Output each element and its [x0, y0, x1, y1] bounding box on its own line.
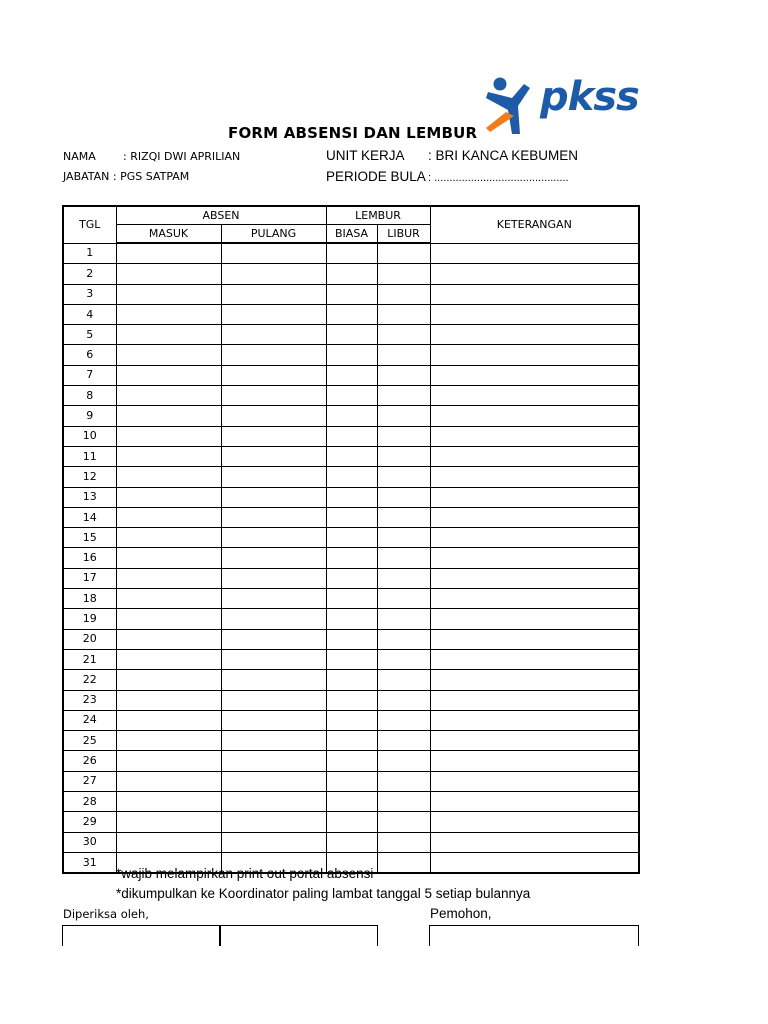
header-absen: ABSEN [116, 206, 326, 225]
nama-value: : RIZQI DWI APRILIAN [123, 150, 241, 163]
cell-pulang[interactable] [221, 690, 326, 710]
table-row [63, 528, 639, 548]
cell-pulang[interactable] [221, 304, 326, 324]
cell-masuk[interactable] [116, 609, 221, 629]
cell-masuk[interactable] [116, 670, 221, 690]
table-row [63, 832, 639, 852]
table-row [63, 467, 639, 487]
cell-libur[interactable] [377, 345, 430, 365]
cell-biasa[interactable] [326, 487, 377, 507]
cell-tgl: 16 [63, 548, 116, 568]
cell-libur[interactable] [377, 792, 430, 812]
table-row [63, 487, 639, 507]
cell-keterangan[interactable] [430, 365, 639, 385]
cell-libur[interactable] [377, 325, 430, 345]
cell-libur[interactable] [377, 426, 430, 446]
cell-masuk[interactable] [116, 345, 221, 365]
cell-biasa[interactable] [326, 609, 377, 629]
cell-biasa[interactable] [326, 589, 377, 609]
cell-libur[interactable] [377, 467, 430, 487]
cell-libur[interactable] [377, 304, 430, 324]
table-row [63, 568, 639, 588]
cell-masuk[interactable] [116, 629, 221, 649]
cell-tgl: 19 [63, 609, 116, 629]
table-row [63, 771, 639, 791]
cell-tgl: 21 [63, 649, 116, 669]
cell-biasa[interactable] [326, 771, 377, 791]
cell-pulang[interactable] [221, 568, 326, 588]
header-pulang: PULANG [221, 225, 326, 244]
cell-keterangan[interactable] [430, 507, 639, 527]
cell-masuk[interactable] [116, 528, 221, 548]
cell-libur[interactable] [377, 832, 430, 852]
cell-tgl: 8 [63, 386, 116, 406]
nama-label: NAMA [63, 150, 96, 163]
periode-label: PERIODE BULA [326, 169, 426, 184]
cell-pulang[interactable] [221, 812, 326, 832]
header-lembur: LEMBUR [326, 206, 430, 225]
unit-kerja-value: : BRI KANCA KEBUMEN [428, 148, 579, 163]
cell-keterangan[interactable] [430, 568, 639, 588]
cell-biasa[interactable] [326, 792, 377, 812]
cell-keterangan[interactable] [430, 243, 639, 264]
cell-masuk[interactable] [116, 243, 221, 264]
table-row [63, 649, 639, 669]
cell-keterangan[interactable] [430, 852, 639, 873]
cell-libur[interactable] [377, 629, 430, 649]
cell-tgl: 13 [63, 487, 116, 507]
table-row [63, 284, 639, 304]
cell-libur[interactable] [377, 548, 430, 568]
header-libur: LIBUR [377, 225, 430, 244]
cell-tgl: 23 [63, 690, 116, 710]
cell-libur[interactable] [377, 670, 430, 690]
cell-biasa[interactable] [326, 548, 377, 568]
cell-tgl: 27 [63, 771, 116, 791]
cell-keterangan[interactable] [430, 386, 639, 406]
cell-pulang[interactable] [221, 589, 326, 609]
table-row [63, 325, 639, 345]
cell-tgl: 15 [63, 528, 116, 548]
cell-keterangan[interactable] [430, 751, 639, 771]
cell-pulang[interactable] [221, 406, 326, 426]
cell-pulang[interactable] [221, 670, 326, 690]
table-row [63, 386, 639, 406]
cell-libur[interactable] [377, 649, 430, 669]
periode-value: : ............................................ [428, 172, 569, 184]
applicant-label: Pemohon, [430, 906, 492, 921]
logo-wordmark: pkss [540, 74, 639, 120]
cell-pulang[interactable] [221, 467, 326, 487]
cell-biasa[interactable] [326, 629, 377, 649]
table-row [63, 345, 639, 365]
cell-tgl: 30 [63, 832, 116, 852]
cell-pulang[interactable] [221, 528, 326, 548]
cell-masuk[interactable] [116, 406, 221, 426]
cell-masuk[interactable] [116, 487, 221, 507]
cell-keterangan[interactable] [430, 467, 639, 487]
cell-libur[interactable] [377, 852, 430, 873]
cell-libur[interactable] [377, 446, 430, 466]
signature-box-checker-1 [62, 925, 221, 946]
note-deadline: *dikumpulkan ke Koordinator paling lambat tanggal 5 setiap bulannya [116, 886, 531, 901]
cell-pulang[interactable] [221, 832, 326, 852]
page-title: FORM ABSENSI DAN LEMBUR [228, 124, 478, 142]
table-row [63, 304, 639, 324]
cell-keterangan[interactable] [430, 792, 639, 812]
cell-pulang[interactable] [221, 325, 326, 345]
cell-biasa[interactable] [326, 284, 377, 304]
table-row [63, 670, 639, 690]
cell-keterangan[interactable] [430, 406, 639, 426]
cell-libur[interactable] [377, 812, 430, 832]
cell-keterangan[interactable] [430, 304, 639, 324]
unit-kerja-label: UNIT KERJA [326, 148, 405, 163]
cell-biasa[interactable] [326, 325, 377, 345]
cell-masuk[interactable] [116, 467, 221, 487]
cell-pulang[interactable] [221, 386, 326, 406]
cell-pulang[interactable] [221, 751, 326, 771]
cell-masuk[interactable] [116, 284, 221, 304]
cell-biasa[interactable] [326, 832, 377, 852]
cell-keterangan[interactable] [430, 589, 639, 609]
cell-keterangan[interactable] [430, 325, 639, 345]
cell-tgl: 11 [63, 446, 116, 466]
cell-masuk[interactable] [116, 690, 221, 710]
attendance-table [62, 205, 640, 874]
cell-biasa[interactable] [326, 386, 377, 406]
cell-pulang[interactable] [221, 629, 326, 649]
cell-pulang[interactable] [221, 710, 326, 730]
table-row [63, 548, 639, 568]
cell-masuk[interactable] [116, 771, 221, 791]
cell-libur[interactable] [377, 589, 430, 609]
cell-pulang[interactable] [221, 731, 326, 751]
cell-keterangan[interactable] [430, 487, 639, 507]
cell-libur[interactable] [377, 690, 430, 710]
cell-keterangan[interactable] [430, 548, 639, 568]
cell-pulang[interactable] [221, 284, 326, 304]
cell-masuk[interactable] [116, 548, 221, 568]
table-row [63, 629, 639, 649]
cell-masuk[interactable] [116, 589, 221, 609]
table-row [63, 751, 639, 771]
cell-biasa[interactable] [326, 710, 377, 730]
cell-libur[interactable] [377, 487, 430, 507]
cell-tgl: 5 [63, 325, 116, 345]
cell-tgl: 24 [63, 710, 116, 730]
cell-masuk[interactable] [116, 751, 221, 771]
cell-masuk[interactable] [116, 426, 221, 446]
cell-pulang[interactable] [221, 426, 326, 446]
table-row [63, 609, 639, 629]
cell-tgl: 3 [63, 284, 116, 304]
cell-biasa[interactable] [326, 528, 377, 548]
signature-box-applicant [429, 925, 639, 946]
cell-keterangan[interactable] [430, 446, 639, 466]
cell-keterangan[interactable] [430, 528, 639, 548]
table-row [63, 264, 639, 284]
cell-libur[interactable] [377, 507, 430, 527]
cell-libur[interactable] [377, 406, 430, 426]
cell-masuk[interactable] [116, 710, 221, 730]
cell-tgl: 17 [63, 568, 116, 588]
cell-biasa[interactable] [326, 243, 377, 264]
header-keterangan: KETERANGAN [430, 206, 639, 243]
cell-tgl: 31 [63, 852, 116, 873]
cell-tgl: 25 [63, 731, 116, 751]
cell-masuk[interactable] [116, 446, 221, 466]
cell-masuk[interactable] [116, 304, 221, 324]
cell-masuk[interactable] [116, 568, 221, 588]
cell-keterangan[interactable] [430, 609, 639, 629]
cell-pulang[interactable] [221, 264, 326, 284]
cell-libur[interactable] [377, 568, 430, 588]
cell-tgl: 14 [63, 507, 116, 527]
cell-pulang[interactable] [221, 771, 326, 791]
table-row [63, 243, 639, 264]
cell-pulang[interactable] [221, 243, 326, 264]
table-row [63, 812, 639, 832]
cell-masuk[interactable] [116, 649, 221, 669]
table-row [63, 589, 639, 609]
cell-masuk[interactable] [116, 731, 221, 751]
cell-keterangan[interactable] [430, 710, 639, 730]
cell-libur[interactable] [377, 243, 430, 264]
cell-biasa[interactable] [326, 649, 377, 669]
cell-masuk[interactable] [116, 792, 221, 812]
cell-pulang[interactable] [221, 446, 326, 466]
table-row [63, 406, 639, 426]
cell-keterangan[interactable] [430, 426, 639, 446]
cell-pulang[interactable] [221, 649, 326, 669]
cell-biasa[interactable] [326, 264, 377, 284]
cell-keterangan[interactable] [430, 690, 639, 710]
cell-libur[interactable] [377, 284, 430, 304]
header-masuk: MASUK [116, 225, 221, 244]
jabatan-field: JABATAN : PGS SATPAM [63, 170, 190, 183]
cell-keterangan[interactable] [430, 264, 639, 284]
cell-biasa[interactable] [326, 304, 377, 324]
cell-masuk[interactable] [116, 386, 221, 406]
cell-keterangan[interactable] [430, 284, 639, 304]
cell-libur[interactable] [377, 731, 430, 751]
cell-biasa[interactable] [326, 731, 377, 751]
cell-biasa[interactable] [326, 365, 377, 385]
cell-libur[interactable] [377, 264, 430, 284]
note-portal: *wajib melampirkan print out portal absensi [116, 866, 374, 881]
cell-masuk[interactable] [116, 812, 221, 832]
cell-pulang[interactable] [221, 345, 326, 365]
table-row [63, 426, 639, 446]
cell-tgl: 1 [63, 243, 116, 264]
signature-box-checker-2 [219, 925, 378, 946]
cell-biasa[interactable] [326, 751, 377, 771]
table-row [63, 365, 639, 385]
cell-tgl: 12 [63, 467, 116, 487]
cell-masuk[interactable] [116, 264, 221, 284]
cell-biasa[interactable] [326, 467, 377, 487]
cell-tgl: 18 [63, 589, 116, 609]
cell-keterangan[interactable] [430, 832, 639, 852]
cell-biasa[interactable] [326, 690, 377, 710]
cell-tgl: 28 [63, 792, 116, 812]
cell-biasa[interactable] [326, 568, 377, 588]
header-tgl: TGL [63, 206, 116, 243]
cell-libur[interactable] [377, 751, 430, 771]
cell-libur[interactable] [377, 386, 430, 406]
cell-tgl: 20 [63, 629, 116, 649]
cell-tgl: 6 [63, 345, 116, 365]
cell-biasa[interactable] [326, 507, 377, 527]
cell-keterangan[interactable] [430, 731, 639, 751]
cell-pulang[interactable] [221, 609, 326, 629]
cell-keterangan[interactable] [430, 771, 639, 791]
cell-tgl: 10 [63, 426, 116, 446]
checked-by-label: Diperiksa oleh, [63, 907, 149, 921]
cell-libur[interactable] [377, 365, 430, 385]
cell-tgl: 29 [63, 812, 116, 832]
cell-tgl: 9 [63, 406, 116, 426]
table-row [63, 792, 639, 812]
cell-libur[interactable] [377, 771, 430, 791]
cell-keterangan[interactable] [430, 345, 639, 365]
cell-masuk[interactable] [116, 325, 221, 345]
cell-keterangan[interactable] [430, 649, 639, 669]
cell-biasa[interactable] [326, 812, 377, 832]
cell-biasa[interactable] [326, 345, 377, 365]
cell-biasa[interactable] [326, 406, 377, 426]
cell-keterangan[interactable] [430, 670, 639, 690]
cell-masuk[interactable] [116, 365, 221, 385]
cell-masuk[interactable] [116, 832, 221, 852]
cell-biasa[interactable] [326, 446, 377, 466]
cell-libur[interactable] [377, 710, 430, 730]
cell-tgl: 2 [63, 264, 116, 284]
table-row [63, 731, 639, 751]
cell-tgl: 4 [63, 304, 116, 324]
cell-pulang[interactable] [221, 365, 326, 385]
cell-tgl: 26 [63, 751, 116, 771]
cell-pulang[interactable] [221, 548, 326, 568]
table-row [63, 690, 639, 710]
cell-pulang[interactable] [221, 507, 326, 527]
cell-biasa[interactable] [326, 426, 377, 446]
table-row [63, 507, 639, 527]
cell-libur[interactable] [377, 609, 430, 629]
cell-pulang[interactable] [221, 487, 326, 507]
table-row [63, 710, 639, 730]
table-row [63, 446, 639, 466]
cell-tgl: 7 [63, 365, 116, 385]
cell-pulang[interactable] [221, 792, 326, 812]
cell-keterangan[interactable] [430, 812, 639, 832]
header-biasa: BIASA [326, 225, 377, 244]
cell-tgl: 22 [63, 670, 116, 690]
cell-keterangan[interactable] [430, 629, 639, 649]
cell-biasa[interactable] [326, 670, 377, 690]
cell-masuk[interactable] [116, 507, 221, 527]
cell-libur[interactable] [377, 528, 430, 548]
